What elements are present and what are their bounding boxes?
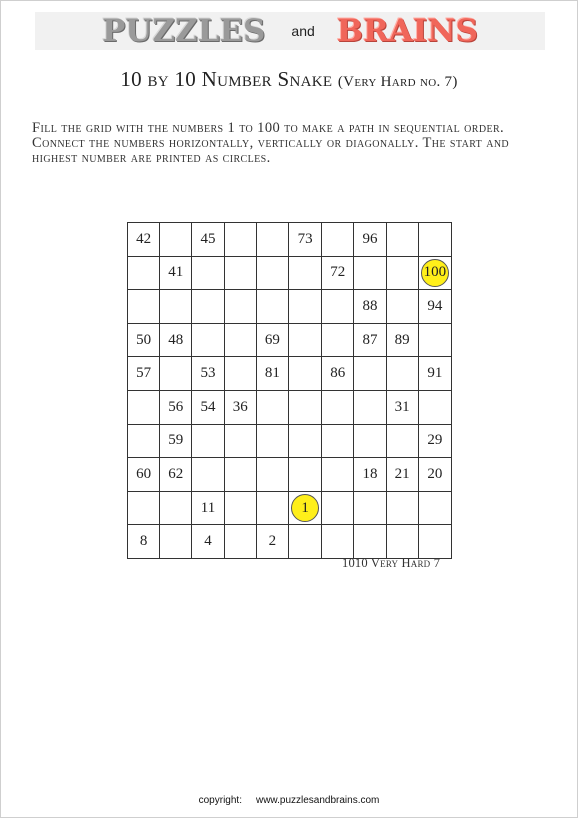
grid-cell[interactable] <box>289 323 322 357</box>
grid-cell[interactable] <box>192 256 224 290</box>
grid-cell[interactable] <box>322 290 354 324</box>
grid-cell[interactable]: 53 <box>192 357 224 391</box>
logo-and-text: and <box>291 23 315 39</box>
grid-row <box>128 491 452 525</box>
grid-cell[interactable] <box>322 525 354 559</box>
grid-cell[interactable] <box>224 223 256 257</box>
grid-cell[interactable]: 59 <box>160 424 192 458</box>
grid-cell[interactable] <box>386 491 418 525</box>
grid-row <box>128 424 452 458</box>
grid-cell[interactable]: 60 <box>128 458 160 492</box>
grid-cell[interactable] <box>418 323 451 357</box>
grid-cell[interactable] <box>256 290 288 324</box>
grid-cell[interactable]: 2 <box>256 525 288 559</box>
grid-cell[interactable] <box>160 525 192 559</box>
grid-cell[interactable] <box>418 491 451 525</box>
title-subtitle: (Very Hard no. 7) <box>337 74 458 90</box>
puzzle-code: 1010 Very Hard 7 <box>342 556 441 570</box>
grid-cell[interactable] <box>224 424 256 458</box>
grid-cell[interactable] <box>354 424 386 458</box>
grid-cell[interactable] <box>386 290 418 324</box>
footer <box>0 795 578 806</box>
grid-cell[interactable]: 50 <box>128 323 160 357</box>
grid-cell[interactable] <box>289 256 322 290</box>
grid-cell[interactable] <box>418 390 451 424</box>
grid-row <box>128 290 452 324</box>
grid-cell[interactable] <box>289 491 322 525</box>
grid-cell[interactable] <box>418 223 451 257</box>
grid-cell[interactable] <box>256 424 288 458</box>
grid-cell[interactable]: 62 <box>160 458 192 492</box>
grid-cell[interactable]: 88 <box>354 290 386 324</box>
grid-cell[interactable] <box>322 323 354 357</box>
grid-cell[interactable] <box>128 290 160 324</box>
grid-cell[interactable] <box>289 390 322 424</box>
grid-cell[interactable] <box>256 491 288 525</box>
grid-cell[interactable] <box>386 525 418 559</box>
title-main: 10 by 10 Number Snake <box>120 67 333 91</box>
grid-cell[interactable] <box>160 223 192 257</box>
grid-cell[interactable]: 36 <box>224 390 256 424</box>
grid-cell[interactable] <box>256 256 288 290</box>
grid-cell[interactable]: 18 <box>354 458 386 492</box>
grid-cell[interactable] <box>289 525 322 559</box>
grid-cell[interactable]: 73 <box>289 223 322 257</box>
grid-cell[interactable] <box>224 323 256 357</box>
grid-cell[interactable] <box>128 256 160 290</box>
circled-number: 1 <box>291 494 319 522</box>
grid-cell[interactable] <box>354 525 386 559</box>
grid-row <box>128 323 452 357</box>
grid-cell[interactable]: 94 <box>418 290 451 324</box>
grid-cell[interactable] <box>192 290 224 324</box>
circled-number: 100 <box>421 259 449 287</box>
grid-cell[interactable] <box>322 390 354 424</box>
grid-cell[interactable] <box>322 424 354 458</box>
grid-cell[interactable]: 8 <box>128 525 160 559</box>
grid-cell[interactable] <box>128 390 160 424</box>
grid-cell[interactable]: 81 <box>256 357 288 391</box>
grid-cell[interactable] <box>160 290 192 324</box>
grid-cell[interactable] <box>224 458 256 492</box>
grid-cell[interactable] <box>418 256 451 290</box>
grid-cell[interactable] <box>224 256 256 290</box>
grid-cell[interactable]: 91 <box>418 357 451 391</box>
grid-cell[interactable] <box>289 357 322 391</box>
grid-cell[interactable] <box>224 491 256 525</box>
grid-row <box>128 223 452 257</box>
grid-cell[interactable] <box>418 525 451 559</box>
puzzle-grid <box>127 222 452 559</box>
grid-cell[interactable]: 69 <box>256 323 288 357</box>
grid-cell[interactable]: 96 <box>354 223 386 257</box>
copyright-label: copyright: <box>198 795 242 806</box>
grid-cell[interactable]: 45 <box>192 223 224 257</box>
grid-row <box>128 458 452 492</box>
grid-cell[interactable]: 11 <box>192 491 224 525</box>
grid-cell[interactable]: 41 <box>160 256 192 290</box>
grid-row <box>128 357 452 391</box>
grid-cell[interactable] <box>224 290 256 324</box>
grid-cell[interactable] <box>160 491 192 525</box>
grid-cell[interactable] <box>354 390 386 424</box>
grid-cell[interactable]: 72 <box>322 256 354 290</box>
grid-cell[interactable] <box>224 357 256 391</box>
logo-puzzles-text: PUZZLES <box>101 13 266 49</box>
grid-cell[interactable] <box>386 357 418 391</box>
grid-row <box>128 525 452 559</box>
grid-cell[interactable]: 56 <box>160 390 192 424</box>
grid-cell[interactable]: 54 <box>192 390 224 424</box>
grid-cell[interactable] <box>322 491 354 525</box>
grid-cell[interactable]: 20 <box>418 458 451 492</box>
website-url: www.puzzlesandbrains.com <box>255 795 380 806</box>
logo-brains-text: BRAINS <box>336 13 479 49</box>
grid-cell[interactable] <box>192 458 224 492</box>
grid-cell[interactable] <box>256 390 288 424</box>
grid-cell[interactable] <box>289 458 322 492</box>
grid-cell[interactable] <box>256 223 288 257</box>
grid-cell[interactable] <box>386 223 418 257</box>
grid-cell[interactable] <box>128 491 160 525</box>
grid-cell[interactable]: 87 <box>354 323 386 357</box>
grid-cell[interactable]: 21 <box>386 458 418 492</box>
grid-cell[interactable] <box>386 256 418 290</box>
grid-cell[interactable]: 42 <box>128 223 160 257</box>
grid-cell[interactable]: 4 <box>192 525 224 559</box>
page-title <box>0 67 578 92</box>
grid-cell[interactable]: 89 <box>386 323 418 357</box>
grid-cell[interactable]: 57 <box>128 357 160 391</box>
grid-cell[interactable] <box>386 424 418 458</box>
grid-cell[interactable]: 86 <box>322 357 354 391</box>
grid-cell[interactable] <box>192 323 224 357</box>
grid-cell[interactable] <box>256 458 288 492</box>
grid-cell[interactable]: 48 <box>160 323 192 357</box>
grid-cell[interactable] <box>128 424 160 458</box>
grid-cell[interactable]: 31 <box>386 390 418 424</box>
grid-cell[interactable] <box>354 256 386 290</box>
grid-cell[interactable] <box>289 290 322 324</box>
grid-cell[interactable] <box>354 491 386 525</box>
grid-cell[interactable] <box>224 525 256 559</box>
grid-row <box>128 256 452 290</box>
grid-cell[interactable] <box>192 424 224 458</box>
site-logo-banner <box>35 12 545 50</box>
grid-cell[interactable] <box>289 424 322 458</box>
grid-row <box>128 390 452 424</box>
grid-cell[interactable]: 29 <box>418 424 451 458</box>
grid-cell[interactable] <box>354 357 386 391</box>
grid-cell[interactable] <box>322 223 354 257</box>
grid-cell[interactable] <box>322 458 354 492</box>
grid-cell[interactable] <box>160 357 192 391</box>
instructions-text: Fill the grid with the numbers 1 to 100 to make a path in sequential order. Connect the numbers horizontally, vertically or diagonally. The start and highest number are printed as circles. <box>32 120 510 166</box>
